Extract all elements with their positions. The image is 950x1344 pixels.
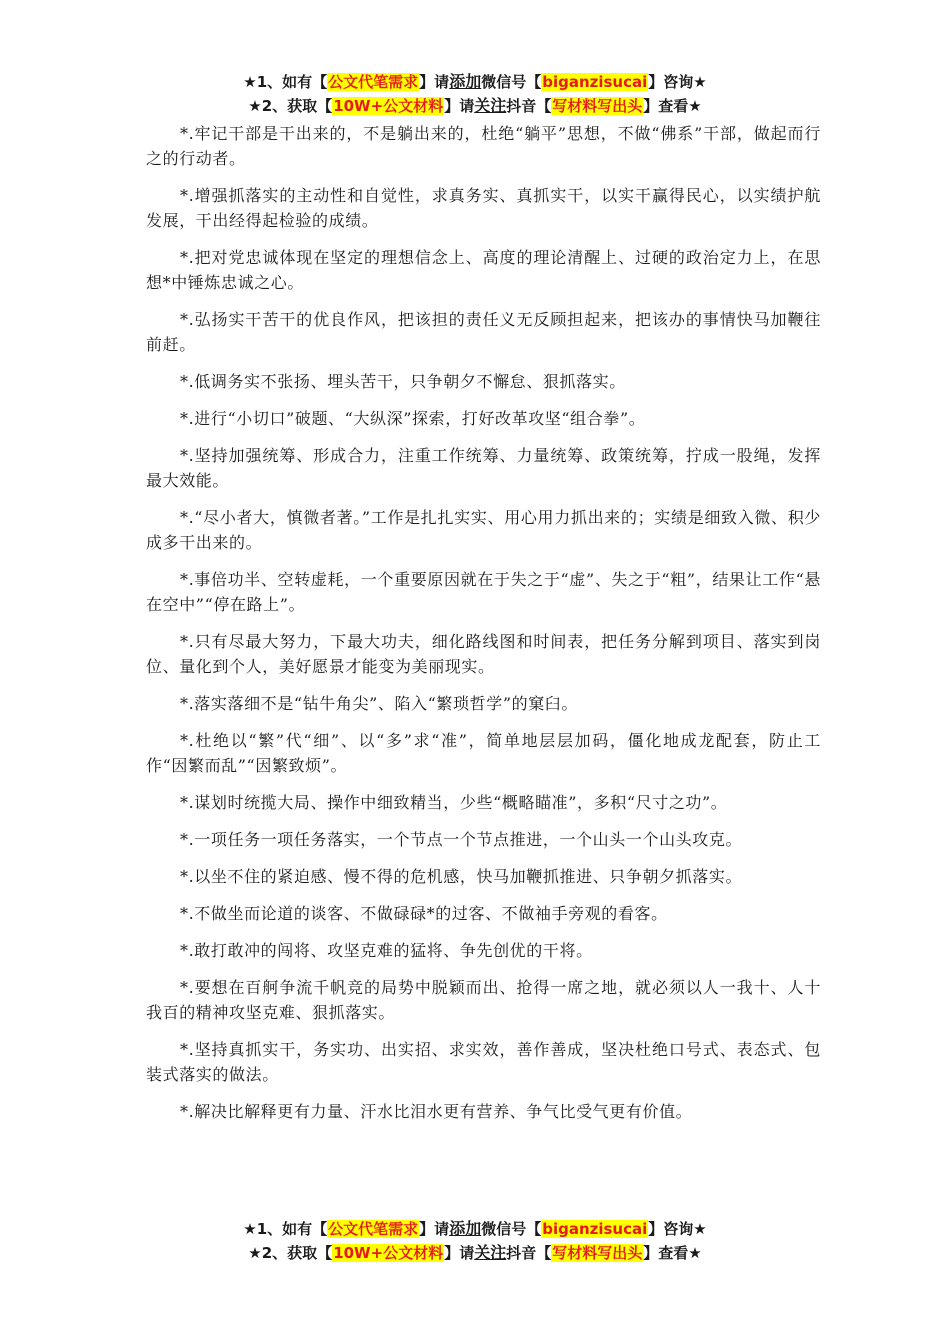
text-segment: 】咨询★ bbox=[648, 73, 707, 91]
paragraph: *.弘扬实干苦干的优良作风，把该担的责任义无反顾担起来，把该办的事情快马加鞭往前赶。 bbox=[146, 310, 821, 354]
text-segment: 微信号【 bbox=[481, 1220, 542, 1238]
paragraph: *.一项任务一项任务落实，一个节点一个节点推进，一个山头一个山头攻克。 bbox=[180, 830, 743, 849]
text-segment: 】请 bbox=[419, 1220, 450, 1238]
paragraph: *.只有尽最大努力，下最大功夫，细化路线图和时间表，把任务分解到项目、落实到岗位、量化到个人，美好愿景才能变为美丽现实。 bbox=[146, 632, 821, 676]
highlight-wechat-id: biganzisucai bbox=[542, 73, 648, 91]
paragraph: *.把对党忠诚体现在坚定的理想信念上、高度的理论清醒上、过硬的政治定力上，在思想*中锤炼忠诚之心。 bbox=[146, 248, 821, 292]
paragraph: *.坚持真抓实干，务实功、出实招、求实效，善作善成，坚决杜绝口号式、表态式、包装式落实的做法。 bbox=[146, 1040, 821, 1084]
highlight-service: 公文代笔需求 bbox=[328, 73, 419, 91]
header-line-2 bbox=[0, 94, 950, 118]
text-segment: 】查看★ bbox=[643, 97, 702, 115]
text-segment: 抖音【 bbox=[506, 97, 552, 115]
underlined-word: 关注 bbox=[474, 96, 507, 115]
text-segment: 】请 bbox=[444, 1244, 475, 1262]
paragraph: *.“尽小者大，慎微者著。”工作是扎扎实实、用心用力抓出来的；实绩是细致入微、积少成多干出来的。 bbox=[146, 508, 821, 552]
text-segment: ★1、如有【 bbox=[243, 73, 328, 91]
footer-line-1 bbox=[0, 1217, 950, 1241]
text-segment: 】请 bbox=[419, 73, 450, 91]
text-segment: ★2、获取【 bbox=[248, 97, 333, 115]
underlined-word: 添加 bbox=[449, 1219, 482, 1238]
underlined-word: 添加 bbox=[449, 72, 482, 91]
paragraph: *.谋划时统揽大局、操作中细致精当，少些“概略瞄准”，多积“尺寸之功”。 bbox=[180, 793, 728, 812]
highlight-materials: 10W+公文材料 bbox=[333, 97, 444, 115]
footer-line-2 bbox=[0, 1241, 950, 1265]
paragraph: *.要想在百舸争流千帆竞的局势中脱颖而出、抢得一席之地，就必须以人一我十、人十我百的精神攻坚克难、狠抓落实。 bbox=[146, 978, 821, 1022]
paragraph: *.事倍功半、空转虚耗，一个重要原因就在于失之于“虚”、失之于“粗”，结果让工作“悬在空中”“停在路上”。 bbox=[146, 570, 821, 614]
paragraph: *.坚持加强统筹、形成合力，注重工作统筹、力量统筹、政策统筹，拧成一股绳，发挥最大效能。 bbox=[146, 446, 821, 490]
footer-banner bbox=[0, 1217, 950, 1265]
highlight-service: 公文代笔需求 bbox=[328, 1220, 419, 1238]
text-segment: ★2、获取【 bbox=[248, 1244, 333, 1262]
paragraph: *.落实落细不是“钻牛角尖”、陷入“繁琐哲学”的窠臼。 bbox=[180, 694, 579, 713]
highlight-douyin: 写材料写出头 bbox=[552, 97, 643, 115]
body-content bbox=[146, 121, 821, 1136]
underlined-word: 关注 bbox=[474, 1243, 507, 1262]
paragraph: *.低调务实不张扬、埋头苦干，只争朝夕不懈怠、狠抓落实。 bbox=[180, 372, 626, 391]
highlight-materials: 10W+公文材料 bbox=[333, 1244, 444, 1262]
text-segment: 】请 bbox=[444, 97, 475, 115]
text-segment: 微信号【 bbox=[481, 73, 542, 91]
text-segment: 】查看★ bbox=[643, 1244, 702, 1262]
highlight-douyin: 写材料写出头 bbox=[552, 1244, 643, 1262]
paragraph: *.牢记干部是干出来的，不是躺出来的，杜绝“躺平”思想，不做“佛系”干部，做起而行之的行动者。 bbox=[146, 124, 821, 168]
text-segment: 抖音【 bbox=[506, 1244, 552, 1262]
paragraph: *.解决比解释更有力量、汗水比泪水更有营养、争气比受气更有价值。 bbox=[180, 1102, 693, 1121]
paragraph: *.杜绝以“繁”代“细”、以“多”求“准”，简单地层层加码，僵化地成龙配套，防止工作“因繁而乱”“因繁致烦”。 bbox=[146, 731, 821, 775]
paragraph: *.不做坐而论道的谈客、不做碌碌*的过客、不做袖手旁观的看客。 bbox=[180, 904, 668, 923]
paragraph: *.以坐不住的紧迫感、慢不得的危机感，快马加鞭抓推进、只争朝夕抓落实。 bbox=[180, 867, 743, 886]
header-line-1 bbox=[0, 70, 950, 94]
paragraph: *.增强抓落实的主动性和自觉性，求真务实、真抓实干，以实干赢得民心，以实绩护航发展，干出经得起检验的成绩。 bbox=[146, 186, 821, 230]
highlight-wechat-id: biganzisucai bbox=[542, 1220, 648, 1238]
text-segment: ★1、如有【 bbox=[243, 1220, 328, 1238]
paragraph: *.敢打敢冲的闯将、攻坚克难的猛将、争先创优的干将。 bbox=[180, 941, 593, 960]
text-segment: 】咨询★ bbox=[648, 1220, 707, 1238]
header-banner bbox=[0, 70, 950, 118]
paragraph: *.进行“小切口”破题、“大纵深”探索，打好改革攻坚“组合拳”。 bbox=[180, 409, 646, 428]
